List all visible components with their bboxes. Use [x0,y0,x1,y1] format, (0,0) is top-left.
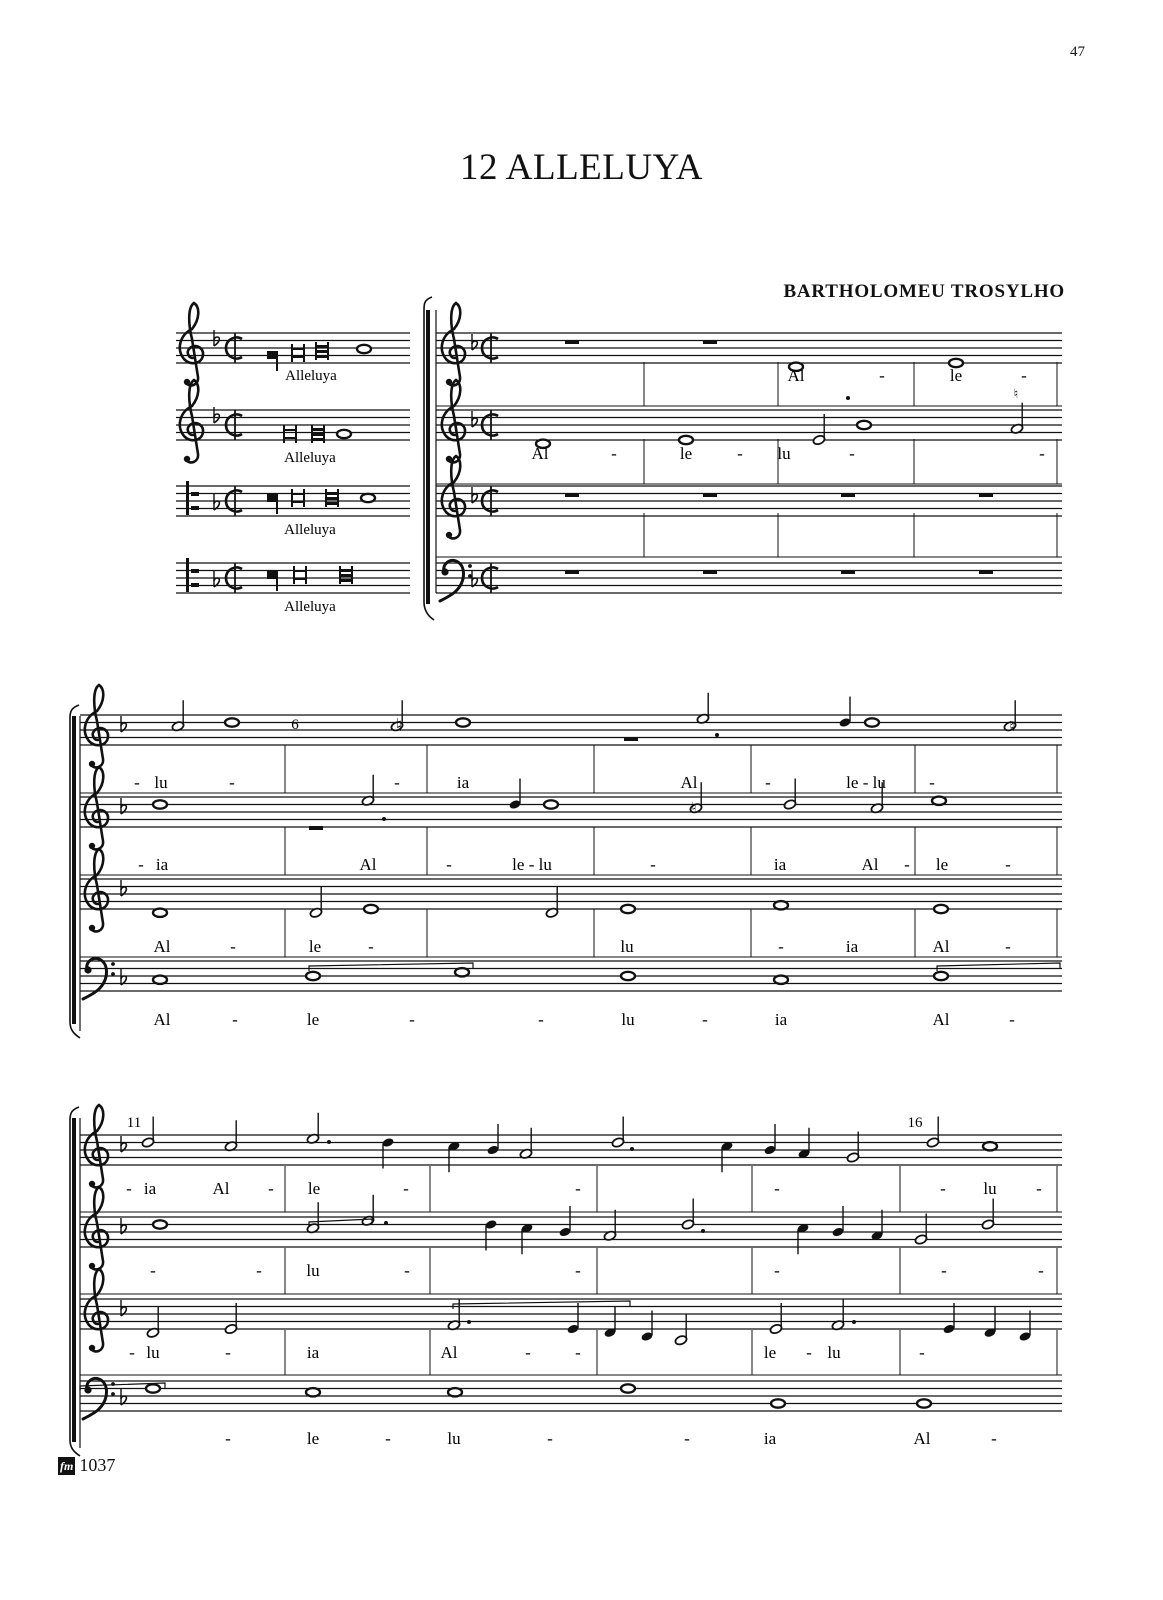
lyric-syllable: - [879,366,885,385]
lyric-syllable: - [394,773,400,792]
lyric-syllable: - [940,1179,946,1198]
treble-clef-icon [180,303,203,385]
mensural-note [292,344,304,362]
lyric-syllable: - [525,1343,531,1362]
lyric-syllable: - [774,1179,780,1198]
whole-note [153,1220,167,1228]
lyric-syllable: Alleluya [284,450,336,466]
treble-clef-icon [85,685,108,767]
augmentation-dot [327,1140,331,1144]
lyric-syllable: - [547,1429,553,1448]
lyric-syllable: Al [440,1343,458,1362]
whole-note [456,718,470,726]
lyric-syllable: Al [359,855,377,874]
whole-note [857,421,871,429]
lyric-syllable: - [129,1343,135,1362]
lyric-syllable: - [538,1010,544,1029]
lyric-syllable: - [403,1179,409,1198]
lyric-syllable: - [929,773,935,792]
whole-note [306,972,320,980]
lyric-syllable: lu [983,1179,997,1198]
lyric-syllable: ia [774,1010,788,1029]
whole-rest [841,570,855,574]
lyric-syllable: Al [932,937,950,956]
lyric-syllable: - [225,1343,231,1362]
lyric-syllable: - [230,937,236,956]
measure-number: 11 [126,1115,142,1131]
lyric-syllable: lu [827,1343,841,1362]
lyric-syllable: Al [913,1429,931,1448]
lyric-syllable: le [679,444,693,463]
whole-note [934,905,948,913]
lyric-syllable: - [409,1010,415,1029]
ligature-bracket [937,963,1060,971]
natural-accidental: ♮ [1009,720,1015,735]
lyric-syllable: - [1038,1261,1044,1280]
lyric-syllable: ia [155,855,169,874]
lyric-syllable: - [138,855,144,874]
ligature-bracket [309,963,473,971]
publisher-logo: fm [60,1458,74,1473]
whole-rest [841,493,855,497]
treble-8-clef-icon [85,1269,108,1351]
lyric-syllable: le [306,1429,320,1448]
lyric-syllable: - [385,1429,391,1448]
lyric-syllable: - [150,1261,156,1280]
whole-note [983,1142,997,1150]
whole-note [153,800,167,808]
augmentation-dot [382,817,386,821]
lyric-syllable: - [1036,1179,1042,1198]
whole-note [621,1384,635,1392]
mensural-note [312,425,324,443]
lyric-syllable: ia [143,1179,157,1198]
lyric-syllable: - [1005,855,1011,874]
mensural-note [267,494,277,514]
catalog-number: 1037 [79,1455,116,1475]
whole-note [153,976,167,984]
augmentation-dot [715,733,719,737]
treble-clef-icon [85,1187,108,1269]
lyric-syllable: lu [146,1343,160,1362]
whole-rest [979,570,993,574]
lyric-syllable: Al [932,1010,950,1029]
whole-note [771,1399,785,1407]
lyric-syllable: Alleluya [284,522,336,538]
whole-note [934,972,948,980]
half-rest [624,737,638,741]
whole-note [364,905,378,913]
whole-note [544,800,558,808]
treble-clef-icon [442,380,465,462]
mensural-note [294,566,306,584]
lyric-syllable: - [225,1429,231,1448]
measure-number: 6 [291,717,299,733]
lyric-syllable: ia [845,937,859,956]
whole-note [146,1384,160,1392]
lyric-syllable: - [446,855,452,874]
treble-8-clef-icon [442,456,465,538]
lyric-syllable: - [268,1179,274,1198]
whole-rest [565,340,579,344]
lyric-syllable: - [650,855,656,874]
lyric-syllable: Al [787,366,805,385]
whole-note [679,436,693,444]
lyric-syllable: lu [154,773,168,792]
augmentation-dot [846,396,850,400]
lyric-syllable: - [774,1261,780,1280]
lyric-syllable: - [778,937,784,956]
whole-note [621,905,635,913]
bass-clef-icon [440,561,472,602]
lyric-syllable: - [1039,444,1045,463]
mensural-note [357,345,371,353]
flat-key-signature-icon [214,494,219,510]
lyric-syllable: - [904,855,910,874]
half-rest [309,826,323,830]
lyric-syllable: ia [306,1343,320,1362]
lyric-syllable: le [308,937,322,956]
flat-key-signature-icon [121,969,126,985]
lyric-syllable: - [684,1429,690,1448]
lyric-syllable: Al [153,937,171,956]
augmentation-dot [630,1147,634,1151]
lyric-syllable: ia [773,855,787,874]
mensural-note [267,571,277,591]
lyric-syllable: lu [777,444,791,463]
augmentation-dot [467,1320,471,1324]
lyrics-and-numbers [126,366,1045,1448]
whole-note [225,718,239,726]
composer-name: BARTHOLOMEU TROSYLHO [783,281,1065,302]
notation [70,297,1060,1456]
treble-clef-icon [442,303,465,385]
augmentation-dot [852,1320,856,1324]
lyric-syllable: - [1021,366,1027,385]
measure-number: 16 [907,1115,923,1131]
lyric-syllable: - [1005,937,1011,956]
lyric-syllable: - [134,773,140,792]
lyric-syllable: Alleluya [284,599,336,615]
whole-note [621,972,635,980]
mensural-note [361,494,375,502]
natural-accidental: ♮ [395,715,403,735]
lyric-syllable: - [806,1343,812,1362]
whole-note [448,1388,462,1396]
whole-rest [565,493,579,497]
lyric-syllable: le [307,1179,321,1198]
lyric-syllable: - [702,1010,708,1029]
lyric-syllable: Al [212,1179,230,1198]
lyric-syllable: Al [680,773,698,792]
lyric-syllable: ia [456,773,470,792]
lyric-syllable: - [991,1429,997,1448]
lyric-syllable: Al [861,855,879,874]
lyric-syllable: le [949,366,963,385]
lyric-syllable: - [919,1343,925,1362]
flat-key-signature-icon [472,571,477,587]
lyric-syllable: lu [447,1429,461,1448]
whole-rest [703,340,717,344]
treble-8-clef-icon [85,849,108,931]
lyric-syllable: - [368,937,374,956]
mensural-note [337,430,351,438]
whole-note [865,718,879,726]
whole-note [774,901,788,909]
lyric-syllable: - [1009,1010,1015,1029]
whole-note [932,797,946,805]
lyric-syllable: - [765,773,771,792]
bass-clef-icon [83,959,115,1000]
augmentation-dot [701,1229,705,1233]
mensural-note [316,342,328,360]
lyric-syllable: lu [621,1010,635,1029]
lyric-syllable: Al [531,444,549,463]
lyric-syllable: ia [763,1429,777,1448]
flat-key-signature-icon [214,571,219,587]
flat-key-signature-icon [121,1389,126,1405]
lyric-syllable: - [126,1179,132,1198]
lyric-syllable: Al [153,1010,171,1029]
lyric-syllable: lu [306,1261,320,1280]
lyric-syllable: - [232,1010,238,1029]
whole-note [917,1399,931,1407]
lyric-syllable: le - lu [512,855,552,874]
treble-clef-icon [85,1105,108,1187]
mensural-note [292,489,304,507]
lyric-syllable: - [849,444,855,463]
lyric-syllable: lu [620,937,634,956]
lyric-syllable: le [306,1010,320,1029]
whole-note [774,976,788,984]
whole-rest [565,570,579,574]
lyric-syllable: le - lu [846,773,886,792]
mensural-note [267,351,277,371]
lyric-syllable: - [575,1179,581,1198]
whole-rest [703,570,717,574]
mensural-note [340,566,352,584]
whole-note [153,909,167,917]
footer [58,1455,115,1476]
lyric-syllable: Alleluya [285,368,337,384]
lyric-syllable: le [935,855,949,874]
natural-accidental: ♮ [1013,386,1019,401]
whole-rest [703,493,717,497]
lyric-syllable: - [229,773,235,792]
whole-note [455,968,469,976]
lyric-syllable: - [575,1343,581,1362]
whole-note [306,1388,320,1396]
natural-accidental: ♮ [691,801,697,816]
lyric-syllable: - [737,444,743,463]
mensural-note [326,489,338,507]
lyric-syllable: - [575,1261,581,1280]
lyric-syllable: - [611,444,617,463]
treble-clef-icon [85,767,108,849]
treble-clef-icon [180,380,203,462]
piece-title: 12 ALLELUYA [460,147,703,188]
lyric-syllable: - [941,1261,947,1280]
lyric-syllable: le [763,1343,777,1362]
augmentation-dot [384,1221,388,1225]
page-number: 47 [1070,44,1085,60]
ligature-bracket [453,1301,630,1309]
lyric-syllable: - [256,1261,262,1280]
whole-rest [979,493,993,497]
lyric-syllable: - [404,1261,410,1280]
